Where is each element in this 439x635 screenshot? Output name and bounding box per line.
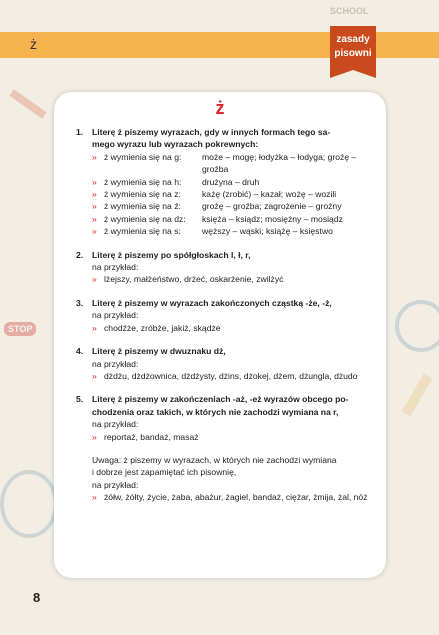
list-item xyxy=(76,273,376,285)
example-text: żółw, żółty, życie, żaba, abażur, żagiel, bandaż, ciężar, żmija, żal, nóż xyxy=(104,492,368,503)
card-title: ż xyxy=(215,98,225,118)
list-item xyxy=(76,213,376,225)
example-text: każę (zrobić) – kazał; wożę – wozili xyxy=(202,189,337,200)
background-school-sign: SCHOOL xyxy=(330,6,369,16)
rule-heading-cont: chodzenia oraz takich, w których nie zachodzi wymiana na r, xyxy=(92,406,339,417)
background-shape-2 xyxy=(395,300,439,352)
rule-5 xyxy=(76,393,376,443)
rule-2 xyxy=(76,249,376,286)
example-text: drużyna – druh xyxy=(202,176,260,187)
list-item xyxy=(76,188,376,200)
rule-sub: na przykład: xyxy=(92,358,139,369)
note-line-1: Uwaga: ż piszemy w wyrazach, w których nie zachodzi wymiana xyxy=(92,454,337,465)
rule-1-list xyxy=(76,151,376,238)
note-line-2: i dobrze jest zapamiętać ich pisownię, xyxy=(92,467,237,478)
rule-3 xyxy=(76,297,376,334)
rule-heading: Literę ż piszemy wyrazach, gdy w innych formach tego sa- xyxy=(92,127,331,137)
bullet-icon: » xyxy=(92,151,97,162)
tag-line-2: pisowni xyxy=(334,48,372,59)
rules-card xyxy=(54,92,386,578)
list-item xyxy=(76,176,376,188)
bullet-icon: » xyxy=(92,370,97,381)
example-text: grożę – groźba; zagrożenie – groźny xyxy=(202,201,342,212)
bullet-icon: » xyxy=(92,492,97,503)
rule-number: 5. xyxy=(76,394,84,405)
example-text: może – mogę; łodyżka – łodyga; groźę – groźba xyxy=(202,151,357,175)
bullet-icon: » xyxy=(92,274,97,285)
list-item xyxy=(76,225,376,237)
rule-heading: Literę ż piszemy po spółgłoskach l, ł, r, xyxy=(92,249,251,260)
rule-heading: Literę ż piszemy w zakończeniach -aż, -eż wyrazów obcego po- xyxy=(92,394,349,405)
rule-number: 1. xyxy=(76,127,84,137)
rule-sub: na przykład: xyxy=(92,262,139,273)
exchange-label: ż wymienia się na h: xyxy=(104,176,182,187)
bullet-icon: » xyxy=(92,431,97,442)
example-text: księża – ksiądz; mosiężny – mosiądz xyxy=(202,213,343,224)
list-item xyxy=(76,200,376,212)
rule-heading-cont: mego wyrazu lub wyrazach pokrewnych: xyxy=(92,139,259,150)
bullet-icon: » xyxy=(92,226,97,237)
example-text: dżdżu, dżdżownica, dżdżysty, dżins, dżokej, dżem, dżungla, dżudo xyxy=(104,370,358,381)
background-stop-sign: STOP xyxy=(4,322,36,336)
list-item xyxy=(76,322,376,334)
list-item xyxy=(76,431,376,443)
section-tag xyxy=(330,26,376,70)
list-item xyxy=(76,370,376,382)
bullet-icon: » xyxy=(92,201,97,212)
note xyxy=(76,454,376,504)
rule-number: 2. xyxy=(76,249,84,260)
exchange-label: ż wymienia się na s: xyxy=(104,226,181,237)
rule-4 xyxy=(76,345,376,382)
note-sub: na przykład: xyxy=(92,479,139,490)
list-item xyxy=(76,151,376,176)
exchange-label: ż wymienia się na g: xyxy=(104,151,182,162)
list-item xyxy=(76,491,376,503)
exchange-label: ż wymienia się na ź: xyxy=(104,201,181,212)
background-pencil xyxy=(9,89,46,118)
bullet-icon: » xyxy=(92,189,97,200)
rules-content xyxy=(76,126,376,515)
background-shape xyxy=(0,470,58,538)
rule-sub: na przykład: xyxy=(92,310,139,321)
bullet-icon: » xyxy=(92,213,97,224)
page-number: 8 xyxy=(33,590,41,605)
example-text: reportaż, bandaż, masaż xyxy=(104,431,199,442)
background-ruler xyxy=(402,373,433,416)
example-text: lżejszy, małżeństwo, drżeć, oskarżenie, zwilżyć xyxy=(104,274,284,285)
rule-1 xyxy=(76,126,376,238)
rule-heading: Literę ż piszemy w dwuznaku dż, xyxy=(92,346,226,357)
exchange-label: ż wymienia się na dz: xyxy=(104,213,186,224)
example-text: węższy – wąski; książę – księstwo xyxy=(202,226,333,237)
rule-sub: na przykład: xyxy=(92,419,139,430)
bullet-icon: » xyxy=(92,176,97,187)
bullet-icon: » xyxy=(92,322,97,333)
rule-number: 4. xyxy=(76,346,84,357)
tag-line-1: zasady xyxy=(336,34,370,45)
header-letter: ż xyxy=(30,36,37,52)
example-text: chodźże, zróbże, jakiż, skądże xyxy=(104,322,221,333)
exchange-label: ż wymienia się na z: xyxy=(104,189,181,200)
rule-heading: Literę ż piszemy w wyrazach zakończonych cząstką -że, -ż, xyxy=(92,297,332,308)
rule-number: 3. xyxy=(76,297,84,308)
